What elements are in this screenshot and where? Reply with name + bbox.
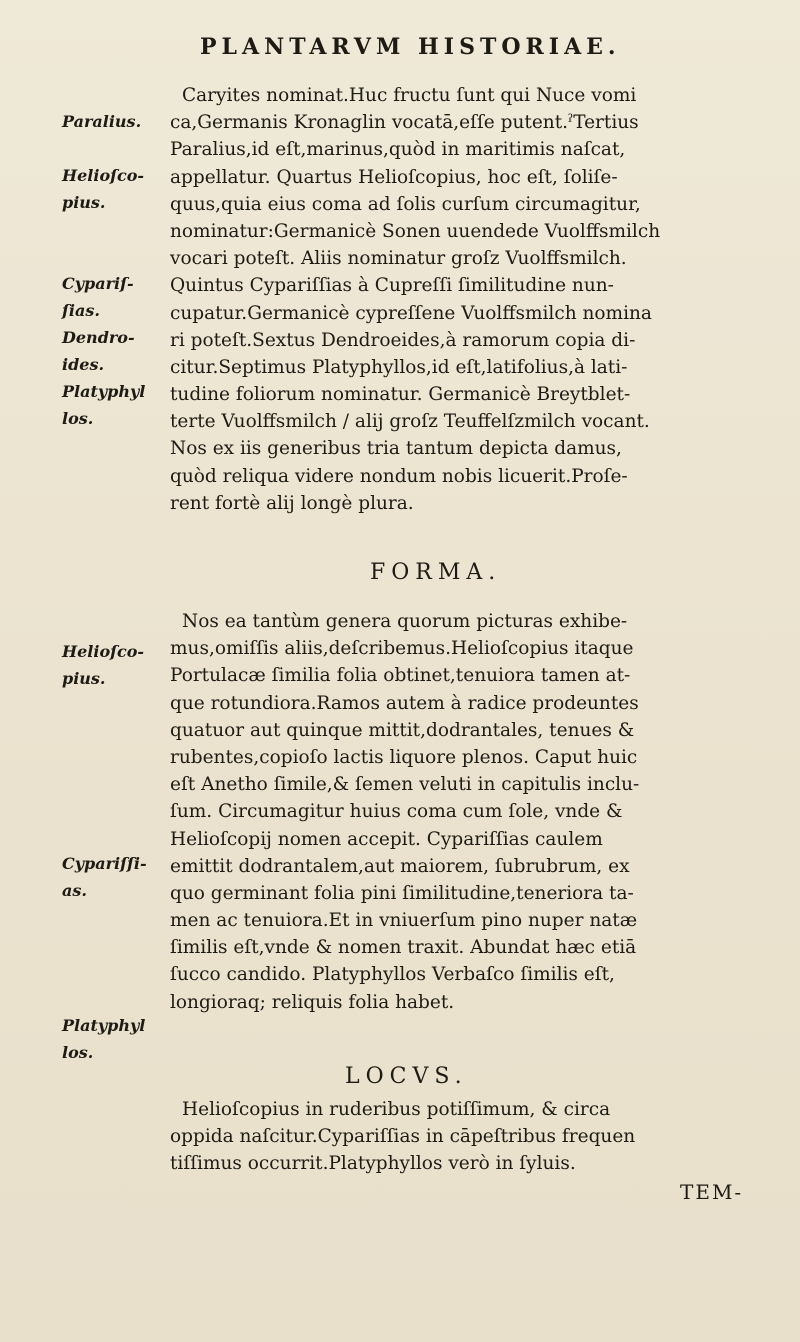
paragraph-intro [170,82,790,517]
text-line: ſucco candido. Platyphyllos Verbaſco ſimilis eſt, [170,964,615,986]
text-line: quus,quia eius coma ad ſolis curſum circumagitur, [170,193,641,215]
margin-note-line: Platyphyl [62,382,146,401]
text-line: ſimilis eſt,vnde & nomen traxit. Abundat hæc etiā [170,937,637,959]
section-heading-forma: FORMA. [370,560,502,585]
text-line: Helioſcopius in ruderibus potiſſimum, & circa [182,1099,611,1120]
margin-note-line: Cypariſ- [62,274,134,293]
margin-note-line: pius. [62,669,106,688]
text-line: quo germinant folia pini ſimilitudine,teneriora ta- [170,882,634,904]
margin-note-line: Cypariſſi- [62,854,147,873]
text-line: Quintus Cypariſſias à Cupreſſi ſimilitudine nun- [170,275,614,297]
text-line: Nos ea tantùm genera quorum picturas exhibe- [182,611,628,632]
text-line: longioraq; reliquis folia habet. [170,991,455,1013]
margin-note-dendroides [62,324,162,378]
margin-note-line: Helioſco- [62,166,145,185]
text-line: mus,omiſſis aliis,deſcribemus.Helioſcopius itaque [170,638,634,660]
margin-note-line: ides. [62,355,105,374]
margin-note-line: los. [62,409,94,428]
text-line: tiſſimus occurrit.Platyphyllos verò in ſyluis. [170,1153,576,1175]
margin-note-line: Dendro- [62,328,135,347]
text-line: vocari poteſt. Aliis nominatur groſz Vuolffsmilch. [170,248,627,270]
margin-note-helioscopius-forma [62,638,162,692]
catchword: TEM- [680,1180,744,1204]
text-line: cupatur.Germanicè cypreſſene Vuolffsmilch nomina [170,302,652,324]
text-line: quatuor aut quinque mittit,dodrantales, tenues & [170,719,635,741]
margin-note-line: Helioſco- [62,642,145,661]
text-line: citur.Septimus Platyphyllos,id eſt,latifolius,à lati- [170,356,628,378]
margin-note-paralius [62,108,162,135]
margin-note-platyphyllos [62,378,162,432]
margin-note-platyphyllos-forma [62,1012,162,1066]
margin-note-line: los. [62,1043,94,1062]
running-head: PLANTARVM HISTORIAE. [200,34,621,60]
paragraph-locus [170,1096,790,1178]
text-line: rent fortè alij longè plura. [170,492,414,514]
margin-note-cyparissias [62,270,162,324]
text-line: tudine foliorum nominatur. Germanicè Breytblet- [170,384,631,406]
margin-note-cyparissias-forma [62,850,162,904]
text-line: emittit dodrantalem,aut maiorem, ſubrubrum, ex [170,855,630,877]
margin-note-line: Paralius. [62,112,142,131]
text-line: rubentes,copioſo lactis liquore plenos. Caput huic [170,746,638,768]
text-line: men ac tenuiora.Et in vniuerſum pino nuper natæ [170,910,638,932]
text-line: Portulacæ ſimilia folia obtinet,tenuiora tamen at- [170,665,631,687]
text-line: Paralius,id eſt,marinus,quòd in maritimis naſcat, [170,139,626,161]
margin-note-line: Platyphyl [62,1016,146,1035]
text-line: que rotundiora.Ramos autem à radice prodeuntes [170,692,639,714]
text-line: appellatur. Quartus Helioſcopius, hoc eſt, ſoliſe- [170,166,618,188]
text-line: quòd reliqua videre nondum nobis licuerit.Proſe- [170,465,628,487]
section-heading-locus: LOCVS. [345,1064,468,1089]
text-line: terte Vuolffsmilch / alij groſz Teuffelſzmilch vocant. [170,411,650,433]
margin-note-line: pius. [62,193,106,212]
text-line: Caryites nominat.Huc fructu ſunt qui Nuce vomi [182,85,637,106]
text-line: nominatur:Germanicè Sonen uuendede Vuolffsmilch [170,220,661,242]
paragraph-forma [170,608,790,1016]
margin-note-helioscopius [62,162,162,216]
margin-note-line: as. [62,881,87,900]
text-line: oppida naſcitur.Cypariſſias in cāpeſtribus frequen [170,1126,636,1148]
text-line: eſt Anetho ſimile,& ſemen veluti in capitulis inclu- [170,774,640,796]
text-line: Helioſcopij nomen accepit. Cypariſſias caulem [170,828,603,850]
margin-note-line: ſias. [62,301,100,320]
text-line: ri poteſt.Sextus Dendroeides,à ramorum copia di- [170,329,636,351]
text-line: ſum. Circumagitur huius coma cum ſole, vnde & [170,801,623,823]
text-line: ca,Germanis Kronaglin vocatā,eſſe putent.ˀTertius [170,112,639,134]
text-line: Nos ex iis generibus tria tantum depicta damus, [170,438,622,460]
